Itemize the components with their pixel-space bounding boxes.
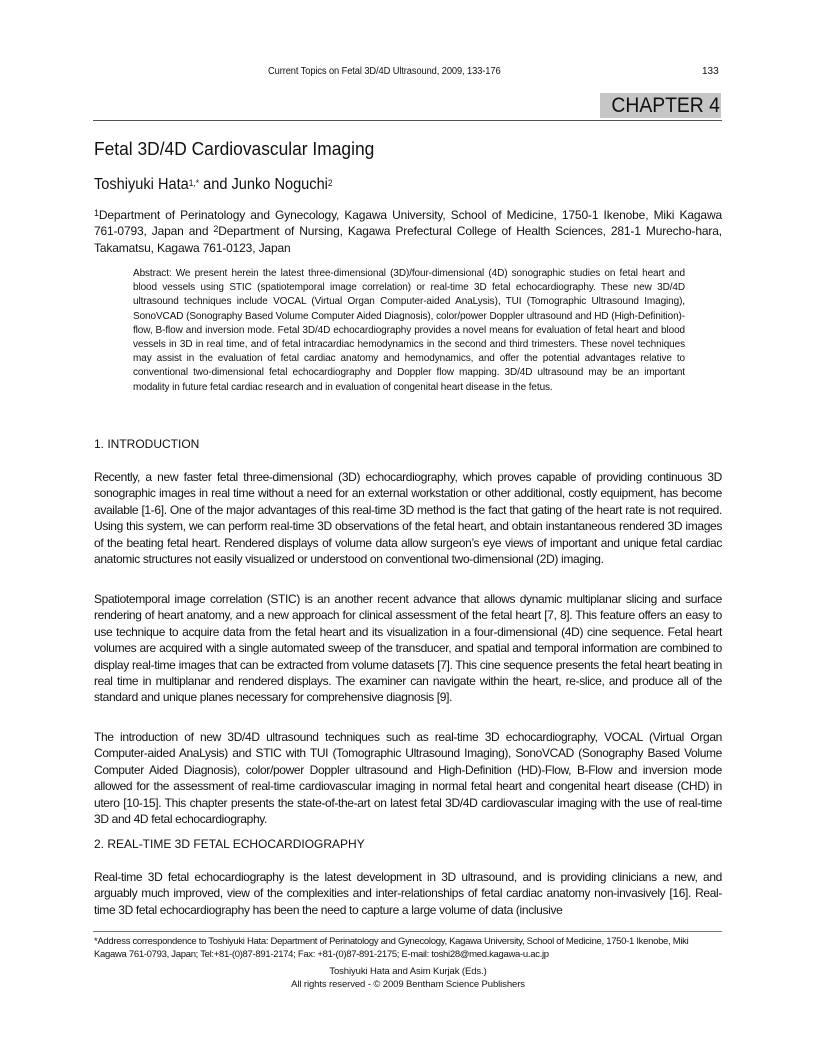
article-title: Fetal 3D/4D Cardiovascular Imaging bbox=[94, 138, 375, 159]
chapter-label-box bbox=[600, 93, 721, 118]
page-number: 133 bbox=[702, 66, 719, 77]
paragraph: The introduction of new 3D/4D ultrasound techniques such as real-time 3D echocardiography, VOCAL (Virtual Organ Computer-aided AnaLysis) and STIC with TUI (Tomographic Ultrasound Imaging), SonoVCAD (Sonography Based Volume Computer Aided Diagnosis), color/power Doppler ultrasound and High-Definition (HD)-Flow, B-Flow and inversion mode allowed for the assessment of real-time cardiovascular imaging in normal fetal heart and congenital heart disease (CHD) in utero [10-15]. This chapter presents the state-of-the-art on latest fetal 3D/4D cardiovascular imaging with the use of real-time 3D and 4D fetal echocardiography. bbox=[94, 730, 722, 827]
section-heading-introduction: 1. INTRODUCTION bbox=[94, 437, 200, 451]
affiliation-text: Department of Nursing, Kagawa Prefectural College of Health Sciences, 281-1 Murecho-hara, Takamatsu, Kagawa 761-0123, Japan bbox=[94, 224, 722, 255]
author-name: Junko Noguchi bbox=[231, 176, 328, 193]
author-affiliation-mark: 2 bbox=[327, 178, 333, 188]
editors-line: Toshiyuki Hata and Asim Kurjak (Eds.) bbox=[329, 966, 487, 977]
journal-citation: Current Topics on Fetal 3D/4D Ultrasound, 2009, 133-176 bbox=[268, 66, 501, 77]
paragraph: Recently, a new faster fetal three-dimensional (3D) echocardiography, which proves capable of providing continuous 3D sonographic images in real time without a need for an external workstation or other additional, costly equipment, has become available [1-6]. One of the major advantages of this real-time 3D method is the fact that gating of the heart rate is not required. Using this system, we can perform real-time 3D observations of the fetal heart, and obtain instantaneous rendered 3D images of the beating fetal heart. Rendered displays of volume data allow surgeon’s eye views of important and unique fetal cardiac anatomic structures not easily visualized or understood on conventional two-dimensional (2D) imaging. bbox=[94, 470, 722, 567]
chapter-label: CHAPTER 4 bbox=[611, 94, 720, 117]
header-rule bbox=[93, 120, 722, 121]
correspondence-footnote: *Address correspondence to Toshiyuki Hata: Department of Perinatology and Gynecology, Kagawa University, School of Medicine, 1750-1 Ikenobe, Miki Kagawa 761-0793, Japan; Tel:+81-(0)87-891-2174; Fax: +81-(0)87-891-2175; E-mail: toshi28@med.kagawa-u.ac.jp bbox=[94, 936, 689, 960]
abstract bbox=[133, 267, 685, 395]
copyright-line: All rights reserved - © 2009 Bentham Science Publishers bbox=[291, 979, 525, 990]
abstract-text: We present herein the latest three-dimensional (3D)/four-dimensional (4D) sonographic studies on fetal heart and blood vessels using STIC (spatiotemporal image correlation) or real-time 3D fetal echocardiography. These new 3D/4D ultrasound techniques include VOCAL (Virtual Organ Computer-aided AnaLysis), TUI (Tomographic Ultrasound Imaging), SonoVCAD (Sonography Based Volume Computer Aided Diagnosis), color/power Doppler ultrasound and HD (High-Definition)-flow, B-flow and inversion mode. Fetal 3D/4D echocardiography provides a novel means for evaluation of fetal heart and blood vessels in 3D in real time, and of fetal intracardiac hemodynamics in the second and third trimesters. These novel techniques may assist in the evaluation of fetal cardiac anatomy and hemodynamics, and offer the potential advantages relative to conventional two-dimensional fetal echocardiography and Doppler flow mapping. 3D/4D ultrasound may be an important modality in future fetal cardiac research and in evaluation of congenital heart disease in the fetus. bbox=[133, 268, 685, 393]
affiliation-mark: 2 bbox=[213, 224, 219, 235]
footnote-rule bbox=[93, 931, 722, 932]
paragraph: Spatiotemporal image correlation (STIC) is an another recent advance that allows dynamic multiplanar slicing and surface rendering of heart anatomy, and a new approach for clinical assessment of the fetal heart [7, 8]. This feature offers an easy to use technique to acquire data from the fetal heart and its visualization in a four-dimensional (4D) cine sequence. Fetal heart volumes are acquired with a single automated sweep of the transducer, and spatial and temporal information are combined to display real-time images that can be extracted from volume datasets [7]. This cine sequence presents the fetal heart beating in real time in multiplanar and rendered displays. The examiner can navigate within the heart, re-slice, and produce all of the standard and unique planes necessary for comprehensive diagnosis [9]. bbox=[94, 592, 722, 705]
author-affiliation-mark: 1,* bbox=[188, 178, 200, 188]
abstract-label: Abstract: bbox=[133, 268, 172, 279]
affiliations bbox=[94, 207, 722, 256]
author-line bbox=[94, 175, 333, 195]
affiliation-mark: 1 bbox=[94, 208, 99, 218]
author-name: Toshiyuki Hata bbox=[94, 176, 189, 193]
author-connector: and bbox=[199, 176, 232, 193]
paragraph: Real-time 3D fetal echocardiography is the latest development in 3D ultrasound, and is providing clinicians a new, and arguably much improved, view of the complexities and inter-relationships of fetal cardiac anatomy non-invasively [16]. Real-time 3D fetal echocardiography has been the need to capture a large volume of data (inclusive bbox=[94, 870, 722, 917]
affiliation-text: Department of Perinatology and Gynecology, Kagawa University, School of Medicine, 1750-1 Ikenobe, Miki Kagawa 761-0793, Japan and bbox=[94, 208, 722, 239]
section-heading-real-time-3d: 2. REAL-TIME 3D FETAL ECHOCARDIOGRAPHY bbox=[94, 837, 365, 851]
